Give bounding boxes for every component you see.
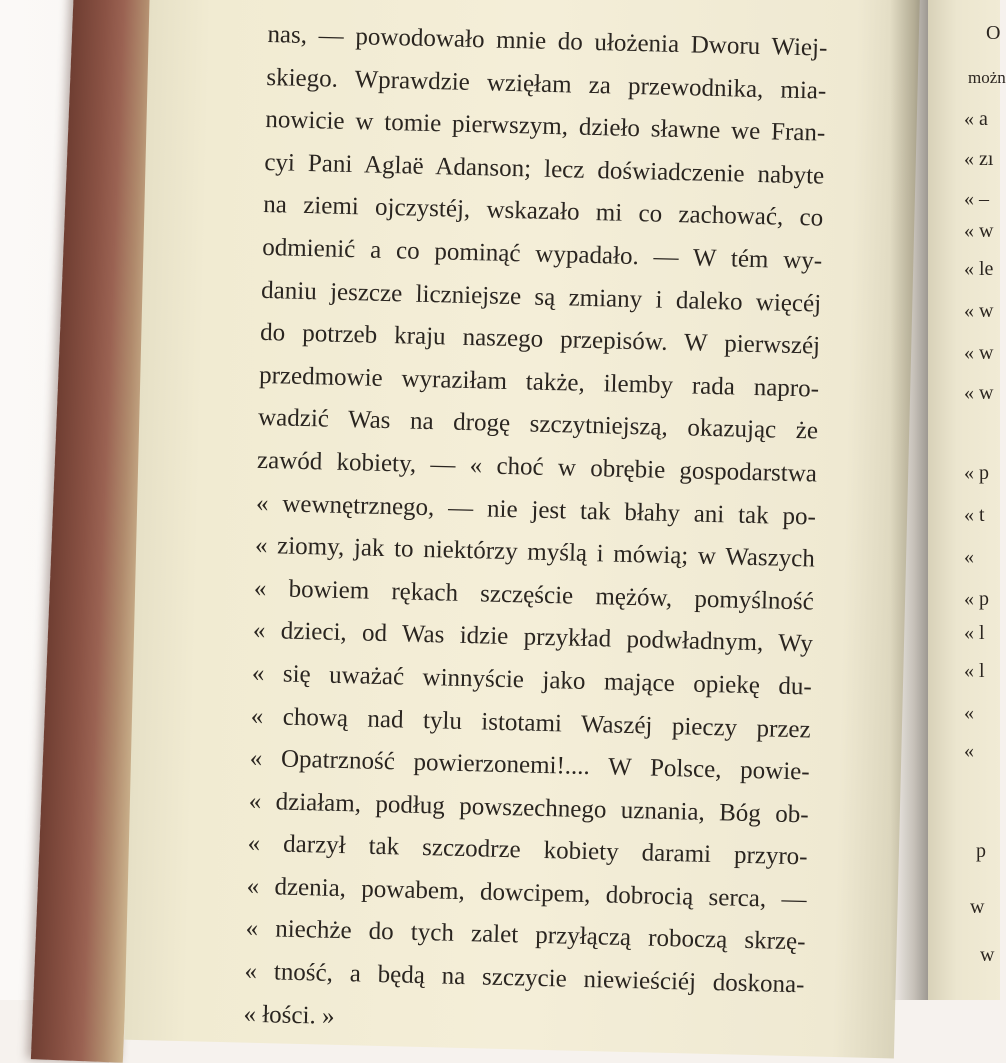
facing-page-fragment: « w	[964, 342, 994, 364]
facing-page	[928, 0, 1006, 1000]
facing-page-fragment: « l	[964, 622, 985, 644]
facing-page-fragment: « le	[964, 258, 994, 280]
text-line: « chową nad tylu istotami Waszéj pieczy przez	[250, 702, 812, 743]
gutter-shadow	[890, 0, 930, 1000]
facing-page-fragment: « w	[964, 220, 994, 242]
facing-page-fragment: «	[964, 740, 974, 762]
facing-page-fragment: O	[986, 22, 1001, 44]
text-line: « niechże do tych zalet przyłączą roboczą skrzę-	[245, 915, 806, 956]
facing-page-fragment: możn	[968, 68, 1006, 87]
facing-page-fragment: p	[976, 840, 986, 862]
page-text	[243, 14, 828, 1050]
text-line: « działam, podług powszechnego uznania, Bóg ob-	[248, 787, 809, 829]
text-line: na ziemi ojczystéj, wskazało mi co zachować, co	[263, 191, 824, 232]
text-line: « się uważać winnyście jako mające opiekę du-	[251, 659, 813, 701]
text-line: cyi Pani Aglaë Adanson; lecz doświadczenie nabyte	[264, 148, 825, 190]
facing-page-fragment: « p	[964, 462, 989, 484]
text-line: « bowiem rękach szczęście mężów, pomyślność	[253, 574, 815, 616]
text-line: « Opatrzność powierzonemi!.... W Polsce, powie-	[249, 744, 810, 786]
text-line: nowicie w tomie pierwszym, dzieło sławne we Fran-	[265, 106, 826, 147]
text-line: daniu jeszcze liczniejsze są zmiany i daleko więcéj	[260, 276, 822, 318]
text-line: skiego. Wprawdzie wzięłam za przewodnika, mia-	[266, 63, 827, 105]
text-line: « darzył tak szczodrze kobiety darami przyro-	[247, 830, 808, 871]
facing-page-fragment: « w	[964, 300, 994, 322]
facing-page-fragment: « l	[964, 660, 985, 682]
facing-page-fragment: « w	[964, 382, 994, 404]
text-line: « dzenia, powabem, dowcipem, dobrocią serca, —	[246, 872, 807, 914]
facing-page-fragment: « a	[964, 108, 988, 130]
text-line: odmienić a co pominąć wypadało. — W tém wy-	[261, 233, 823, 275]
text-line: « ziomy, jak to niektórzy myślą i mówią; w Waszych	[254, 531, 816, 573]
text-line: « łości. »	[243, 1000, 335, 1030]
facing-page-fragment: « p	[964, 588, 989, 610]
facing-page-fragment: w	[970, 896, 985, 918]
text-line: do potrzeb kraju naszego przepisów. W pierwszéj	[259, 319, 821, 360]
text-line: « dzieci, od Was idzie przykład podwładnym, Wy	[252, 617, 814, 658]
facing-page-fragment: w	[980, 944, 995, 966]
facing-page-fragment: « zı	[964, 148, 994, 170]
text-line: przedmowie wyraziłam także, ilemby rada napro-	[258, 361, 820, 403]
facing-page-fragment: «	[964, 702, 974, 724]
text-line: « wewnętrznego, — nie jest tak błahy ani tak po-	[255, 489, 817, 531]
facing-page-fragment: « –	[964, 188, 989, 210]
facing-page-fragment: «	[964, 546, 974, 568]
text-line: « tność, a będą na szczycie niewieściéj doskona-	[244, 957, 805, 999]
facing-page-fragment: « t	[964, 504, 985, 526]
text-line: nas, — powodowało mnie do ułożenia Dworu Wiej-	[267, 20, 828, 62]
text-line: wadzić Was na drogę szczytniejszą, okazując że	[257, 404, 819, 445]
text-line: zawód kobiety, — « choć w obrębie gospodarstwa	[256, 446, 818, 488]
